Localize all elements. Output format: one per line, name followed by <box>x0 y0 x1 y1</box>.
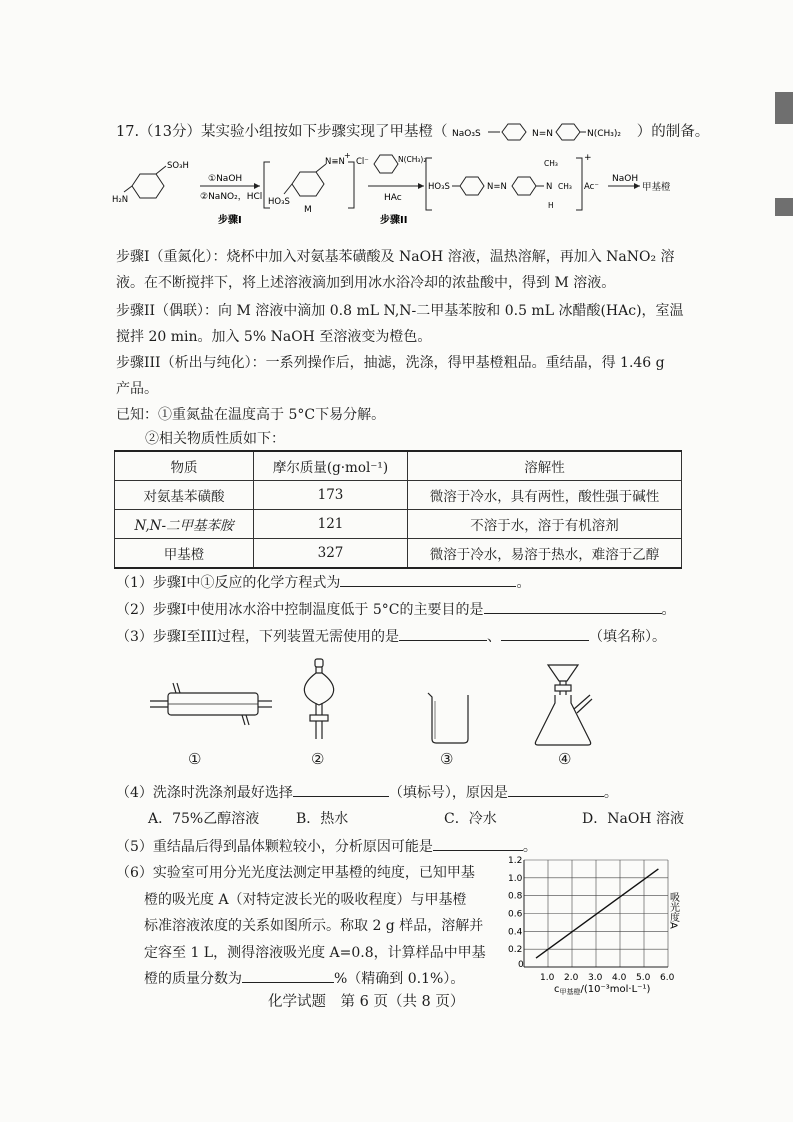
q4-option-d: D．NaOH 溶液 <box>582 811 684 827</box>
methyl-orange-structure <box>452 121 632 143</box>
step2-reagent-hac: HAc <box>384 193 402 203</box>
y-tick-label: 0.6 <box>508 909 523 920</box>
question-6: （6）实验室可用分光光度法测定甲基橙的纯度，已知甲基 橙的吸光度 A（对特定波长光的吸收程度）与甲基橙 标准溶液浓度的关系如图所示。称取 2 g 样品，溶解并 定容至 1 L，测得溶液吸光度 A=0.8，计算样品中甲基 橙的质量分数为 %（精确到 0.1%）。 <box>116 865 486 987</box>
known-conditions <box>116 402 385 450</box>
properties-table <box>114 450 682 569</box>
product-h: H <box>548 201 554 210</box>
q4-option-b: B．热水 <box>296 811 349 827</box>
page-footer: 化学试题 第 6 页（共 8 页） <box>268 994 465 1010</box>
answer-blank-q3a[interactable] <box>399 626 487 641</box>
chart-x-label: $c_{甲基橙}/(10^{-3}mol\cdot L^{-1})$ <box>554 984 651 996</box>
product-methyl-top: CH₃ <box>544 159 558 168</box>
answer-blank-q4b[interactable] <box>508 782 604 797</box>
m-chloride: Cl⁻ <box>356 157 369 167</box>
reactant-so3h: SO₃H <box>167 161 189 171</box>
question-title-suffix: ）的制备。 <box>636 124 710 140</box>
m-ho3s: HO₃S <box>268 197 290 207</box>
known-line-2: ②相关物质性质如下： <box>145 431 285 447</box>
table-header-row <box>115 451 682 481</box>
y-tick-label: 0.4 <box>508 927 523 938</box>
table-row: 甲基橙 327 微溶于冷水，易溶于热水，难溶于乙醇 <box>115 539 682 569</box>
table-header: 物质 <box>115 451 254 481</box>
m-diazonium: N≡N <box>325 157 345 167</box>
reactant-h2n: H₂N <box>112 195 129 205</box>
x-tick-label: 3.0 <box>588 973 603 983</box>
step1-reagent-nano2-hcl: ②NaNO₂，HCl <box>200 192 263 202</box>
y-tick-label: 1.0 <box>508 873 523 884</box>
apparatus-figure <box>140 655 620 755</box>
beaker-apparatus <box>428 693 468 743</box>
table-header: 摩尔质量(g·mol⁻¹) <box>254 451 408 481</box>
step1-label: 步骤I <box>218 215 242 226</box>
product-ho3s: HO₃S <box>428 182 450 192</box>
x-tick-label: 6.0 <box>660 973 675 983</box>
answer-blank-q4a[interactable] <box>293 782 389 797</box>
x-tick-label: 2.0 <box>564 973 579 983</box>
answer-blank-q2[interactable] <box>484 599 662 614</box>
question-3: （3）步骤I至III过程，下列装置无需使用的是 、 （填名称）。 <box>116 626 666 646</box>
answer-blank-q3b[interactable] <box>501 626 589 641</box>
product-acetate: Ac⁻ <box>584 182 599 192</box>
absorbance-calibration-chart <box>500 852 685 997</box>
x-tick-label: 1.0 <box>540 973 555 983</box>
m-label: M <box>304 205 312 215</box>
final-product-methyl-orange: 甲基橙 <box>642 182 671 193</box>
formula-right-group: N(CH₃)₂ <box>587 129 622 139</box>
step3-reagent-naoh: NaOH <box>612 174 639 184</box>
separatory-funnel-apparatus <box>304 659 333 739</box>
condenser-apparatus <box>150 683 272 725</box>
x-tick-label: 4.0 <box>612 973 627 983</box>
product-methyl-right: CH₃ <box>558 182 572 191</box>
reaction-scheme <box>112 150 682 230</box>
product-n: N <box>546 182 553 192</box>
table-row: N,N-二甲基苯胺 121 不溶于水，溶于有机溶剂 <box>115 510 682 539</box>
apparatus-label-3: ③ <box>440 750 454 768</box>
formula-left-group: NaO₃S <box>452 129 481 139</box>
step2-reagent-dimethylamino: N(CH₃)₂ <box>398 155 427 164</box>
known-line-1: 已知：①重氮盐在温度高于 5°C下易分解。 <box>116 407 386 423</box>
apparatus-label-1: ① <box>188 750 202 768</box>
q4-option-c: C．冷水 <box>444 811 497 827</box>
y-tick-label: 0.2 <box>508 945 523 956</box>
side-tab-marker-middle <box>775 198 793 216</box>
product-azo: N=N <box>487 182 507 192</box>
y-tick-label: 0.8 <box>508 891 523 902</box>
question-title-prefix: 17.（13分）某实验小组按如下步骤实现了甲基橙（ <box>116 124 448 140</box>
side-tab-marker-top <box>775 92 793 124</box>
table-header: 溶解性 <box>408 451 682 481</box>
product-charge: + <box>584 153 592 163</box>
apparatus-label-2: ② <box>311 750 325 768</box>
answer-blank-q5[interactable] <box>433 836 523 851</box>
step2-paragraph: 步骤II（偶联）：向 M 溶液中滴加 0.8 mL N,N-二甲基苯胺和 0.5 mL 冰醋酸(HAc)，室温 搅拌 20 min。加入 5% NaOH 至溶液变为橙色。 <box>116 303 684 345</box>
apparatus-label-4: ④ <box>558 750 572 768</box>
table-row: 对氨基苯磺酸 173 微溶于冷水，具有两性，酸性强于碱性 <box>115 481 682 510</box>
y-tick-label: 1.2 <box>508 856 523 866</box>
answer-blank-q6[interactable] <box>242 968 334 983</box>
formula-azo-group: N=N <box>532 129 554 139</box>
step1-reagent-naoh: ①NaOH <box>208 174 243 184</box>
x-tick-label: 5.0 <box>636 973 651 983</box>
answer-blank-q1[interactable] <box>340 572 516 587</box>
question-2: （2）步骤I中使用冰水浴中控制温度低于 5°C的主要目的是 。 <box>116 599 676 619</box>
question-title <box>116 120 709 143</box>
q4-option-a: A．75%乙醇溶液 <box>148 811 260 827</box>
step1-paragraph: 步骤I（重氮化）：烧杯中加入对氨基苯磺酸及 NaOH 溶液，温热溶解，再加入 NaNO₂ 溶 液。在不断搅拌下，将上述溶液滴加到用冰水浴冷却的浓盐酸中，得到 M 溶液。 <box>116 249 675 291</box>
chart-origin-label: 0 <box>518 960 524 970</box>
question-1: （1）步骤I中①反应的化学方程式为 。 <box>116 572 530 592</box>
suction-filtration-apparatus <box>535 665 592 745</box>
svg-text:+: + <box>344 151 351 160</box>
step2-label: 步骤II <box>380 215 408 226</box>
step3-paragraph: 步骤III（析出与纯化）：一系列操作后，抽滤，洗涤，得甲基橙粗品。重结晶，得 1.46 g 产品。 <box>116 355 665 397</box>
question-4: （4）洗涤时洗涤剂最好选择 （填标号），原因是 。 <box>116 782 618 802</box>
question-5: （5）重结晶后得到晶体颗粒较小，分析原因可能是 。 <box>116 836 537 856</box>
chart-y-label: 吸光度A <box>667 892 679 929</box>
